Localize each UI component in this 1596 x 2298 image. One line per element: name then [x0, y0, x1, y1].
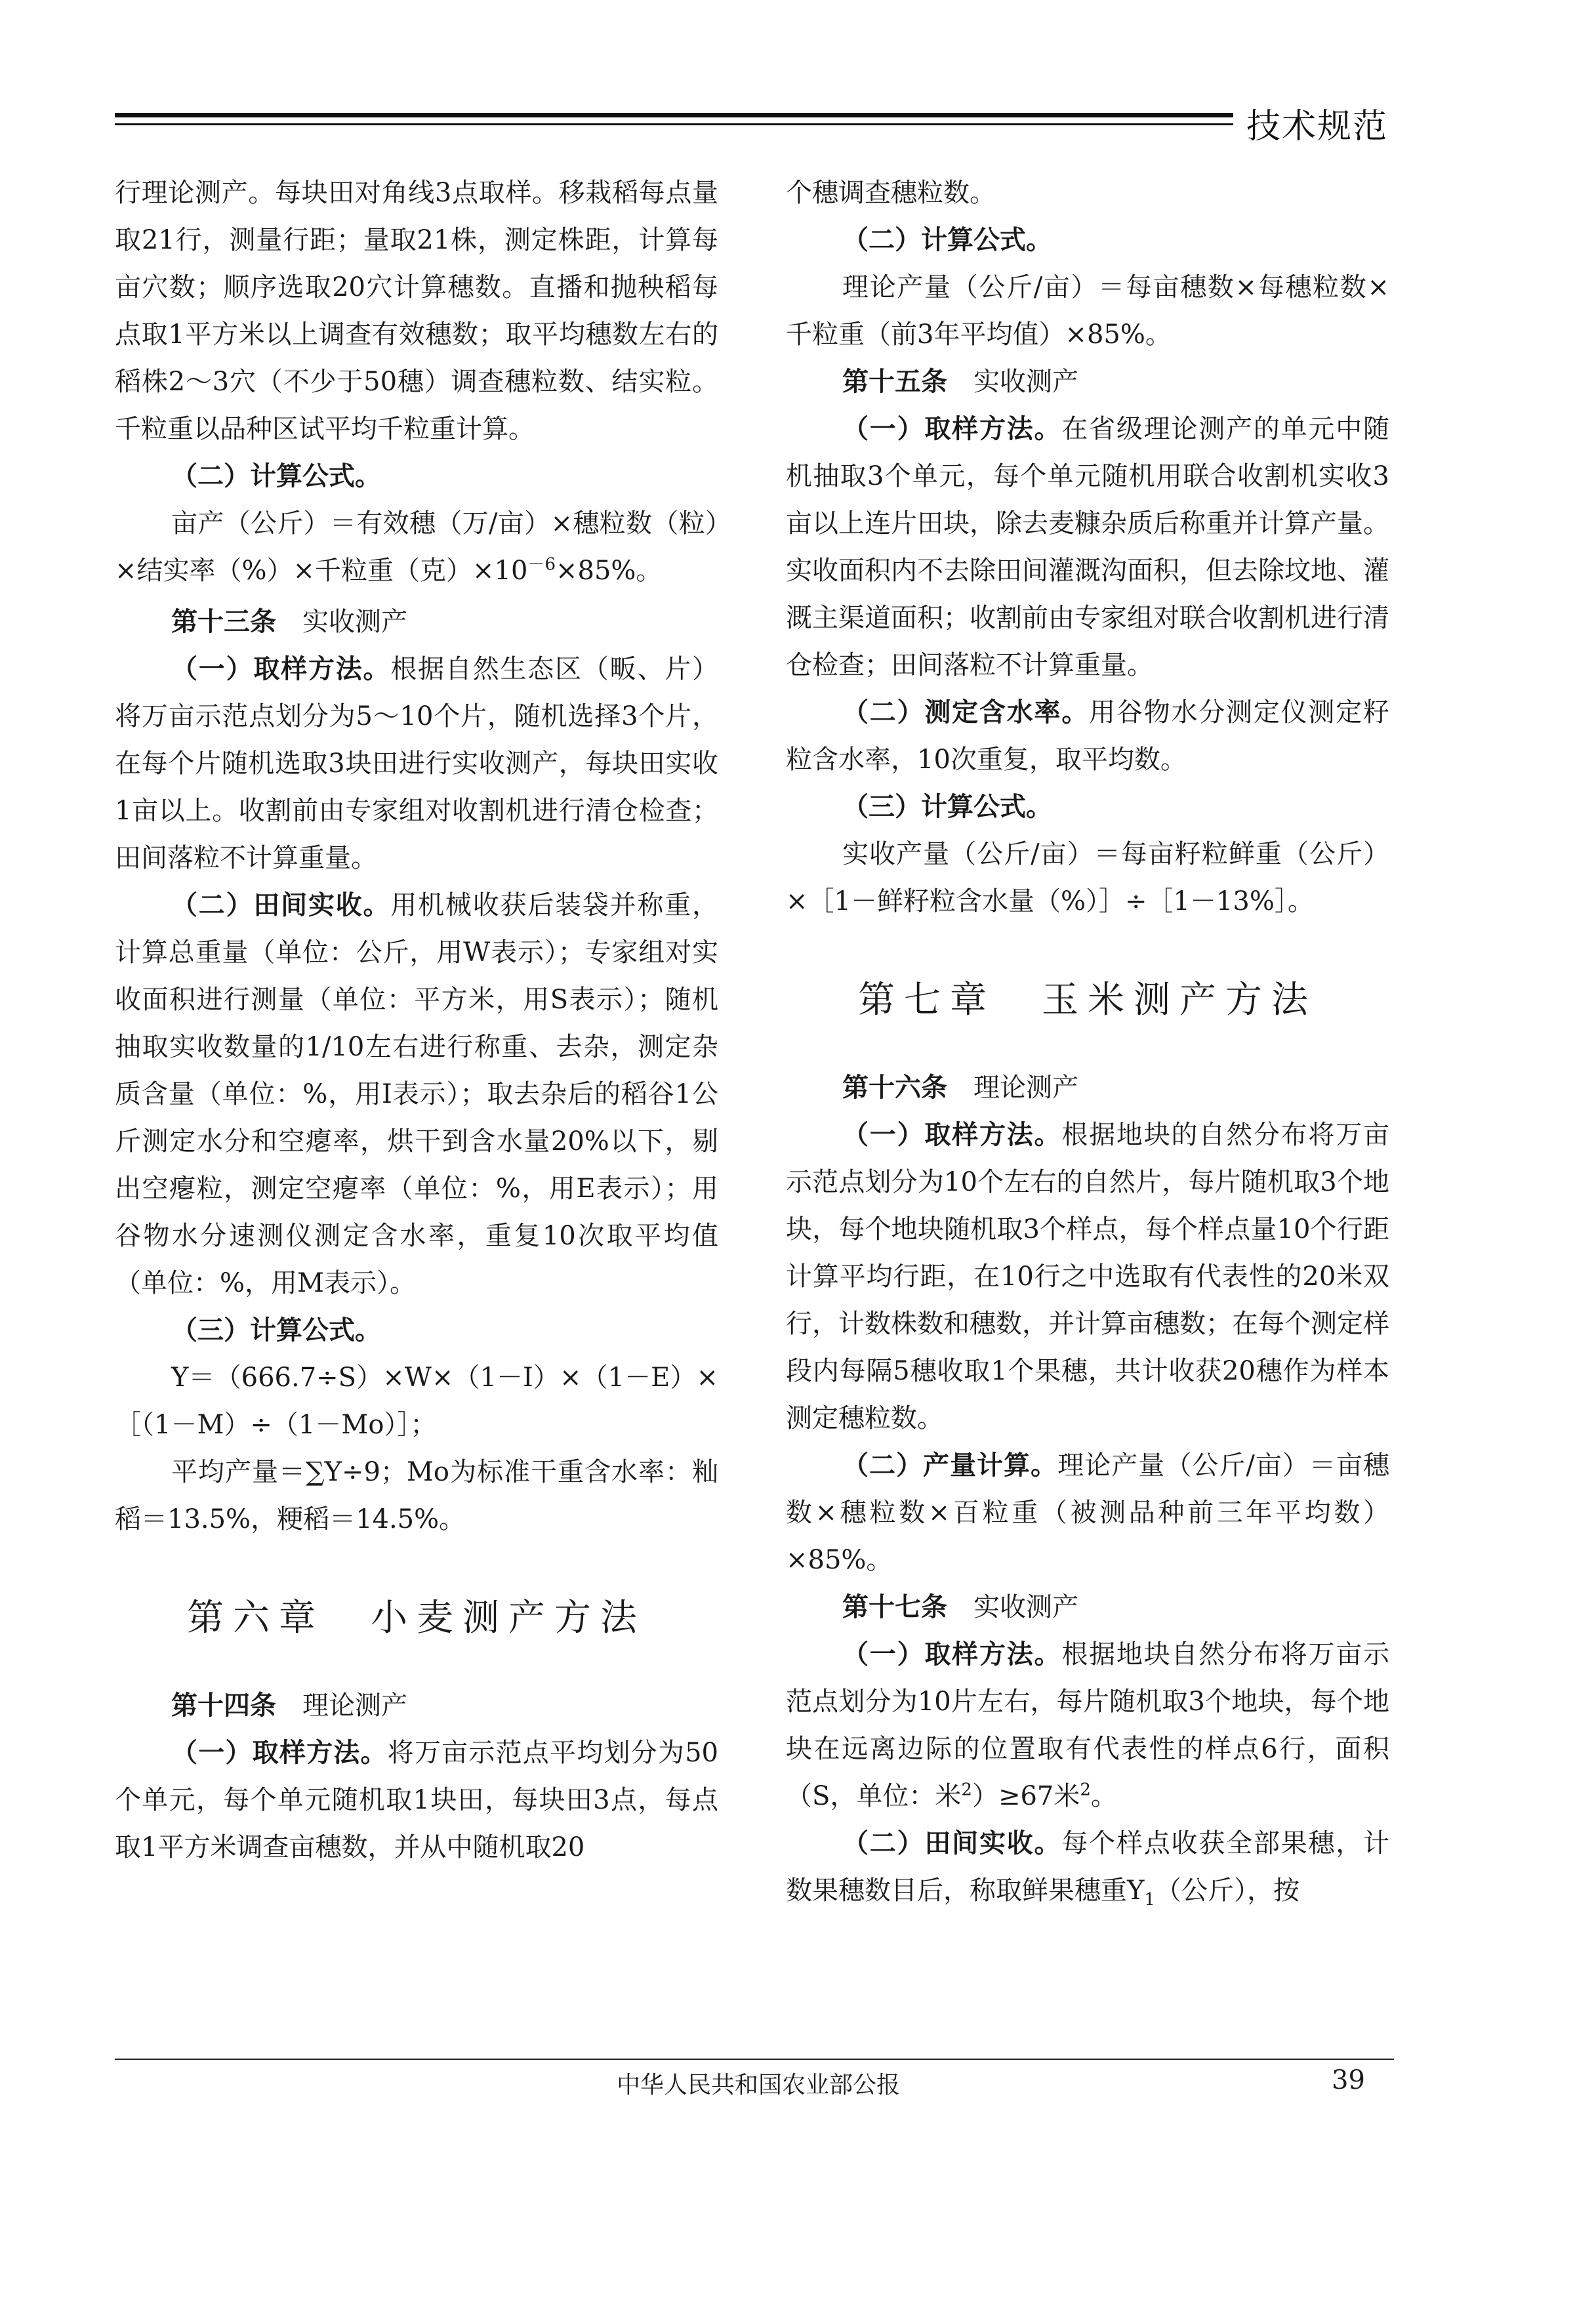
- paragraph: 行理论测产。每块田对角线3点取样。移栽稻每点量取21行，测量行距；量取21株，测定株距，计算每亩穴数；顺序选取20穴计算穗数。直播和抛秧稻每点取1平方米以上调查有效穗数；取平均穗数左右的稻株2～3穴（不少于50穗）调查穗粒数、结实粒。千粒重以品种区试平均千粒重计算。: [115, 178, 718, 444]
- paragraph: 个穗调查穗粒数。: [786, 178, 996, 208]
- left-column: [115, 169, 718, 1871]
- section-heading: （二）计算公式。: [842, 225, 1052, 255]
- section-header-title: 技术规范: [1246, 107, 1389, 146]
- formula-yield: 亩产（公斤）＝有效穗（万/亩）×穗粒数（粒）×结实率（%）×千粒重（克）$\times 10^{-6}\times 85\%$。: [115, 508, 718, 586]
- formula-actual-yield: 实收产量（公斤/亩）＝每亩籽粒鲜重（公斤）×［1－鲜籽粒含水量（%）］÷［1－13%］。: [786, 839, 1389, 916]
- section-heading: （二）计算公式。: [171, 461, 381, 491]
- paragraph: （二）田间实收。每个样点收获全部果穗，计数果穗数目后，称取鲜果穗重$Y_1$（公斤），按: [786, 1828, 1390, 1910]
- article-16-heading: 第十六条 理论测产: [842, 1073, 1078, 1103]
- section-heading: （三）计算公式。: [842, 792, 1052, 822]
- section-heading: （三）计算公式。: [171, 1315, 381, 1345]
- journal-name: 中华人民共和国农业部公报: [617, 2072, 901, 2099]
- paragraph: （一）取样方法。将万亩示范点平均划分为50个单元，每个单元随机取1块田，每块田3点，每点取1平方米调查亩穗数，并从中随机取20: [115, 1738, 719, 1862]
- paragraph: （二）产量计算。理论产量（公斤/亩）＝亩穗数×穗粒数×百粒重（被测品种前三年平均数）×85%。: [786, 1450, 1390, 1575]
- formula-theoretical-yield: 理论产量（公斤/亩）＝每亩穗数×每穗粒数×千粒重（前3年平均值）×85%。: [786, 272, 1389, 350]
- formula-average: 平均产量＝∑Y÷9；Mo为标准干重含水率：籼稻＝13.5%，粳稻＝14.5%。: [115, 1457, 718, 1534]
- paragraph: （一）取样方法。根据自然生态区（畈、片）将万亩示范点划分为5～10个片，随机选择3个片，在每个片随机选取3块田进行实收测产，每块田实收1亩以上。收割前由专家组对收割机进行清仓检查；田间落粒不计算重量。: [115, 654, 719, 873]
- chapter-7-title: 第七章 玉米测产方法: [858, 979, 1317, 1021]
- article-14-heading: 第十四条 理论测产: [171, 1691, 407, 1721]
- chapter-6-title: 第六章 小麦测产方法: [187, 1597, 646, 1639]
- paragraph: （二）田间实收。用机械收获后装袋并称重，计算总重量（单位：公斤，用W表示）；专家组对实收面积进行测量（单位：平方米，用S表示）；随机抽取实收数量的1/10左右进行称重、去杂，测定杂质含量（单位：%，用I表示）；取去杂后的稻谷1公斤测定水分和空瘪率，烘干到含水量20%以下，剔出空瘪粒，测定空瘪率（单位：%，用E表示）；用谷物水分速测仪测定含水率，重复10次取平均值（单位：%，用M表示）。: [115, 890, 719, 1298]
- paragraph: （一）取样方法。在省级理论测产的单元中随机抽取3个单元，每个单元随机用联合收割机实收3亩以上连片田块，除去麦糠杂质后称重并计算产量。实收面积内不去除田间灌溉沟面积，但去除坟地、灌溉主渠道面积；收割前由专家组对联合收割机进行清仓检查；田间落粒不计算重量。: [786, 414, 1390, 680]
- article-13-heading: 第十三条 实收测产: [171, 607, 407, 637]
- page-number: 39: [1332, 2065, 1365, 2095]
- right-column: [786, 169, 1389, 1914]
- article-15-heading: 第十五条 实收测产: [842, 367, 1078, 397]
- paragraph: （一）取样方法。根据地块自然分布将万亩示范点划分为10片左右，每片随机取3个地块，每个地块在远离边际的位置取有代表性的样点6行，面积（S，单位：米$^2$）≥67米$^2$。: [786, 1639, 1390, 1811]
- header-rule-thin: [115, 123, 1233, 125]
- footer-rule: [115, 2059, 1394, 2060]
- article-17-heading: 第十七条 实收测产: [842, 1592, 1078, 1622]
- formula-y: Y＝（666.7÷S）×W×（1－I）×（1－E）×［（1－M）÷（1－Mo）］；: [115, 1363, 718, 1440]
- paragraph: （一）取样方法。根据地块的自然分布将万亩示范点划分为10个左右的自然片，每片随机取3个地块，每个地块随机取3个样点，每个样点量10个行距计算平均行距，在10行之中选取有代表性的20米双行，计数株数和穗数，并计算亩穗数；在每个测定样段内每隔5穗收取1个果穗，共计收获20穗作为样本测定穗粒数。: [786, 1120, 1390, 1433]
- header-rule-thick: [115, 113, 1233, 117]
- paragraph: （二）测定含水率。用谷物水分测定仪测定籽粒含水率，10次重复，取平均数。: [786, 697, 1390, 775]
